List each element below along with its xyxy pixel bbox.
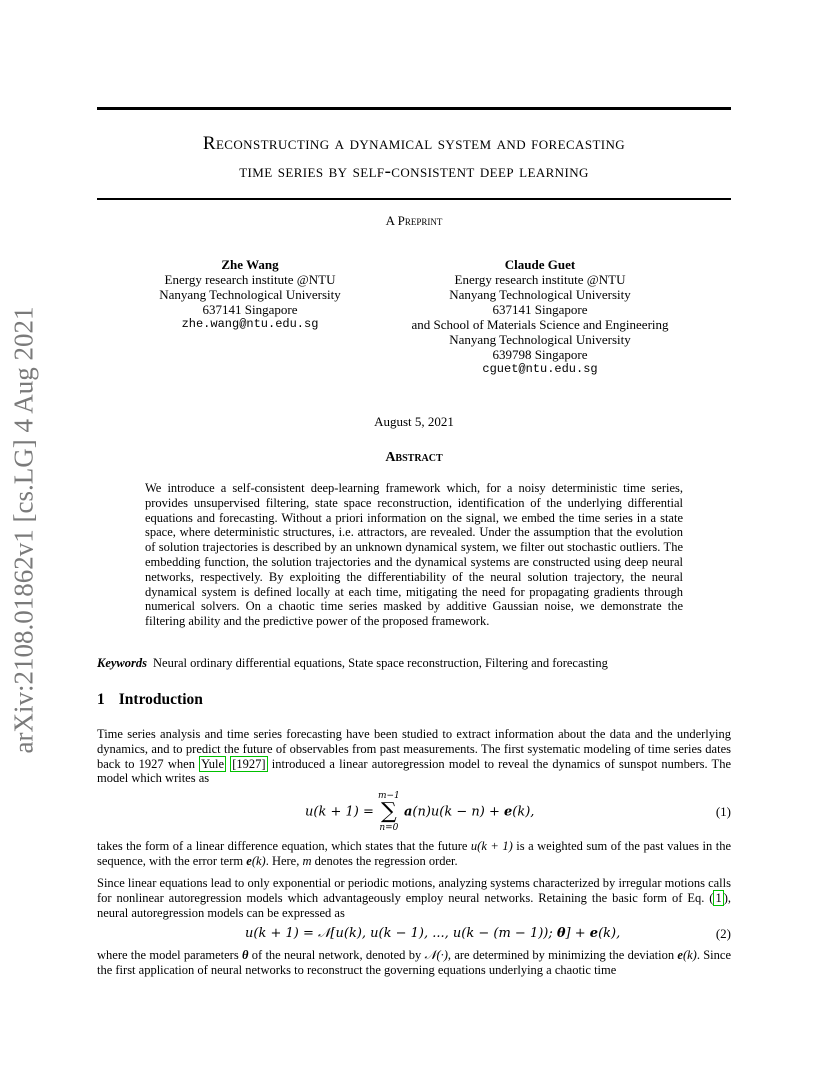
paragraph-text: , are determined by minimizing the deviation <box>447 948 678 962</box>
inline-math: θ <box>241 948 249 962</box>
publication-date: August 5, 2021 <box>374 414 454 429</box>
intro-paragraph-3 <box>97 876 731 920</box>
arxiv-sidebar <box>2 300 46 760</box>
inline-math: e <box>677 948 683 962</box>
equation-lhs: u(k + 1) = <box>305 804 378 820</box>
affiliation-line: Energy research institute @NTU <box>454 272 626 287</box>
sum-symbol: ∑ <box>381 799 397 824</box>
section-title: Introduction <box>118 691 203 708</box>
paragraph-text: Since linear equations lead to only exponential or periodic motions, analyzing systems characterized by irregular motions calls for nonlinear autoregression models which advantageously employ neural networks. Retaining the basic form of Eq. ( <box>97 876 731 905</box>
sum-lower-limit: n=0 <box>379 823 399 833</box>
author-name: Claude Guet <box>504 257 576 272</box>
author-block-1 <box>130 257 370 332</box>
equation-ref-link[interactable]: 1 <box>715 890 722 905</box>
abstract-heading: Abstract <box>385 450 443 465</box>
equation-rhs: (n)u(k − n) + <box>412 804 504 820</box>
paragraph-text: ), neural autoregression models can be expressed as <box>97 890 731 920</box>
affiliation-line: 637141 Singapore <box>492 302 588 317</box>
paragraph-text: . Since the first application of neural networks to reconstruct the governing equations underlying a chaotic time <box>97 948 731 977</box>
intro-paragraph-1 <box>97 727 731 786</box>
affiliation-line: Energy research institute @NTU <box>164 272 336 287</box>
intro-paragraph-2 <box>97 839 731 869</box>
affiliation-line: 637141 Singapore <box>202 302 298 317</box>
affiliation-line: Nanyang Technological University <box>449 287 631 302</box>
paragraph-text: takes the form of a linear difference equation, which states that the future <box>97 839 471 853</box>
affiliation-line: 639798 Singapore <box>492 347 588 362</box>
eq-vector-a: a <box>403 804 413 820</box>
equation-number: (1) <box>715 804 731 819</box>
equation-number: (2) <box>715 926 731 941</box>
paragraph-text: denotes the regression order. <box>311 853 458 868</box>
eq-vector-e: e <box>503 804 513 820</box>
paragraph-text: . Here, <box>265 853 303 868</box>
preprint-label: A Preprint <box>385 213 443 228</box>
inline-math: (k) <box>251 853 266 868</box>
paragraph-text: of the neural network, denoted by <box>248 948 425 962</box>
equation-rhs-end: (k), <box>512 804 535 820</box>
paragraph-text: where the model parameters <box>97 948 242 962</box>
author-email[interactable]: zhe.wang@ntu.edu.sg <box>181 317 319 331</box>
citation-link-year[interactable]: [1927] <box>232 756 266 771</box>
paper-title <box>97 130 731 186</box>
affiliation-line: Nanyang Technological University <box>449 332 631 347</box>
affiliation-line: and School of Materials Science and Engineering <box>411 317 669 332</box>
abstract-body: We introduce a self-consistent deep-learning framework which, for a noisy deterministic time series, provides unsupervised filtering, state space reconstruction, identification of the underlying differential equations and forecasting. Without a priori information on the signal, we embed the time series in a state space, where deterministic structures, i.e. attractors, are revealed. Under the assumption that the evolution of solution trajectories is described by an unknown dynamical system, we filter out stochastic outliers. The embedding function, the solution trajectories and the dynamical systems are constructed using deep neural networks, respectively. By exploiting the differentiability of the neural solution trajectory, the neural dynamical system is defined locally at each time, mitigating the need for propagating gradients through numerical solvers. On a chaotic time series masked by additive Gaussian noise, we demonstrate the filtering ability and the predictive power of the proposed framework. <box>145 481 683 629</box>
paragraph-text: is a weighted sum of the past values in the sequence, with the error term <box>97 839 731 868</box>
section-heading <box>97 691 203 709</box>
citation-link-author[interactable]: Yule <box>201 756 225 771</box>
inline-math: e <box>246 853 252 868</box>
inline-math: (k) <box>682 948 697 962</box>
title-bottom-rule <box>97 198 731 200</box>
author-name: Zhe Wang <box>221 257 279 272</box>
title-line-1: Reconstructing a dynamical system and forecasting <box>202 133 626 154</box>
equation-1 <box>97 790 731 834</box>
inline-math: 𝒩(·) <box>424 948 448 962</box>
inline-math: m <box>302 853 312 868</box>
sum-upper-limit: m−1 <box>377 791 400 801</box>
equation-body-end: (k), <box>598 926 621 941</box>
eq-theta: θ <box>556 926 566 941</box>
author-block-2 <box>395 257 685 377</box>
eq-vector-e: e <box>589 926 599 941</box>
keywords-text: Neural ordinary differential equations, State space reconstruction, Filtering and forecasting <box>153 656 608 670</box>
title-line-2: time series by self-consistent deep learning <box>239 161 589 182</box>
paragraph-text: introduced a linear autoregression model to reveal the dynamics of sunspot numbers. The model which writes as <box>97 756 731 786</box>
paragraph-text: Time series analysis and time series forecasting have been studied to extract information about the data and the underlying dynamics, and to predict the future of observables from past measurements. The first systematic modeling of time series dates back to 1927 when <box>97 727 731 771</box>
keywords-line <box>97 656 731 671</box>
equation-2 <box>97 926 731 944</box>
equation-body: ] + <box>565 926 590 941</box>
arxiv-identifier: arXiv:2108.01862v1 [cs.LG] 4 Aug 2021 <box>8 306 39 754</box>
top-rule <box>97 107 731 110</box>
summation <box>378 790 400 834</box>
intro-paragraph-4 <box>97 948 731 978</box>
inline-math: u(k + 1) <box>470 839 513 853</box>
author-email[interactable]: cguet@ntu.edu.sg <box>482 362 598 376</box>
equation-body: u(k + 1) = 𝒩[u(k), u(k − 1), ..., u(k − (m − 1)); <box>245 926 557 941</box>
keywords-label: Keywords <box>97 656 147 670</box>
section-number: 1 <box>97 691 105 708</box>
affiliation-line: Nanyang Technological University <box>159 287 341 302</box>
